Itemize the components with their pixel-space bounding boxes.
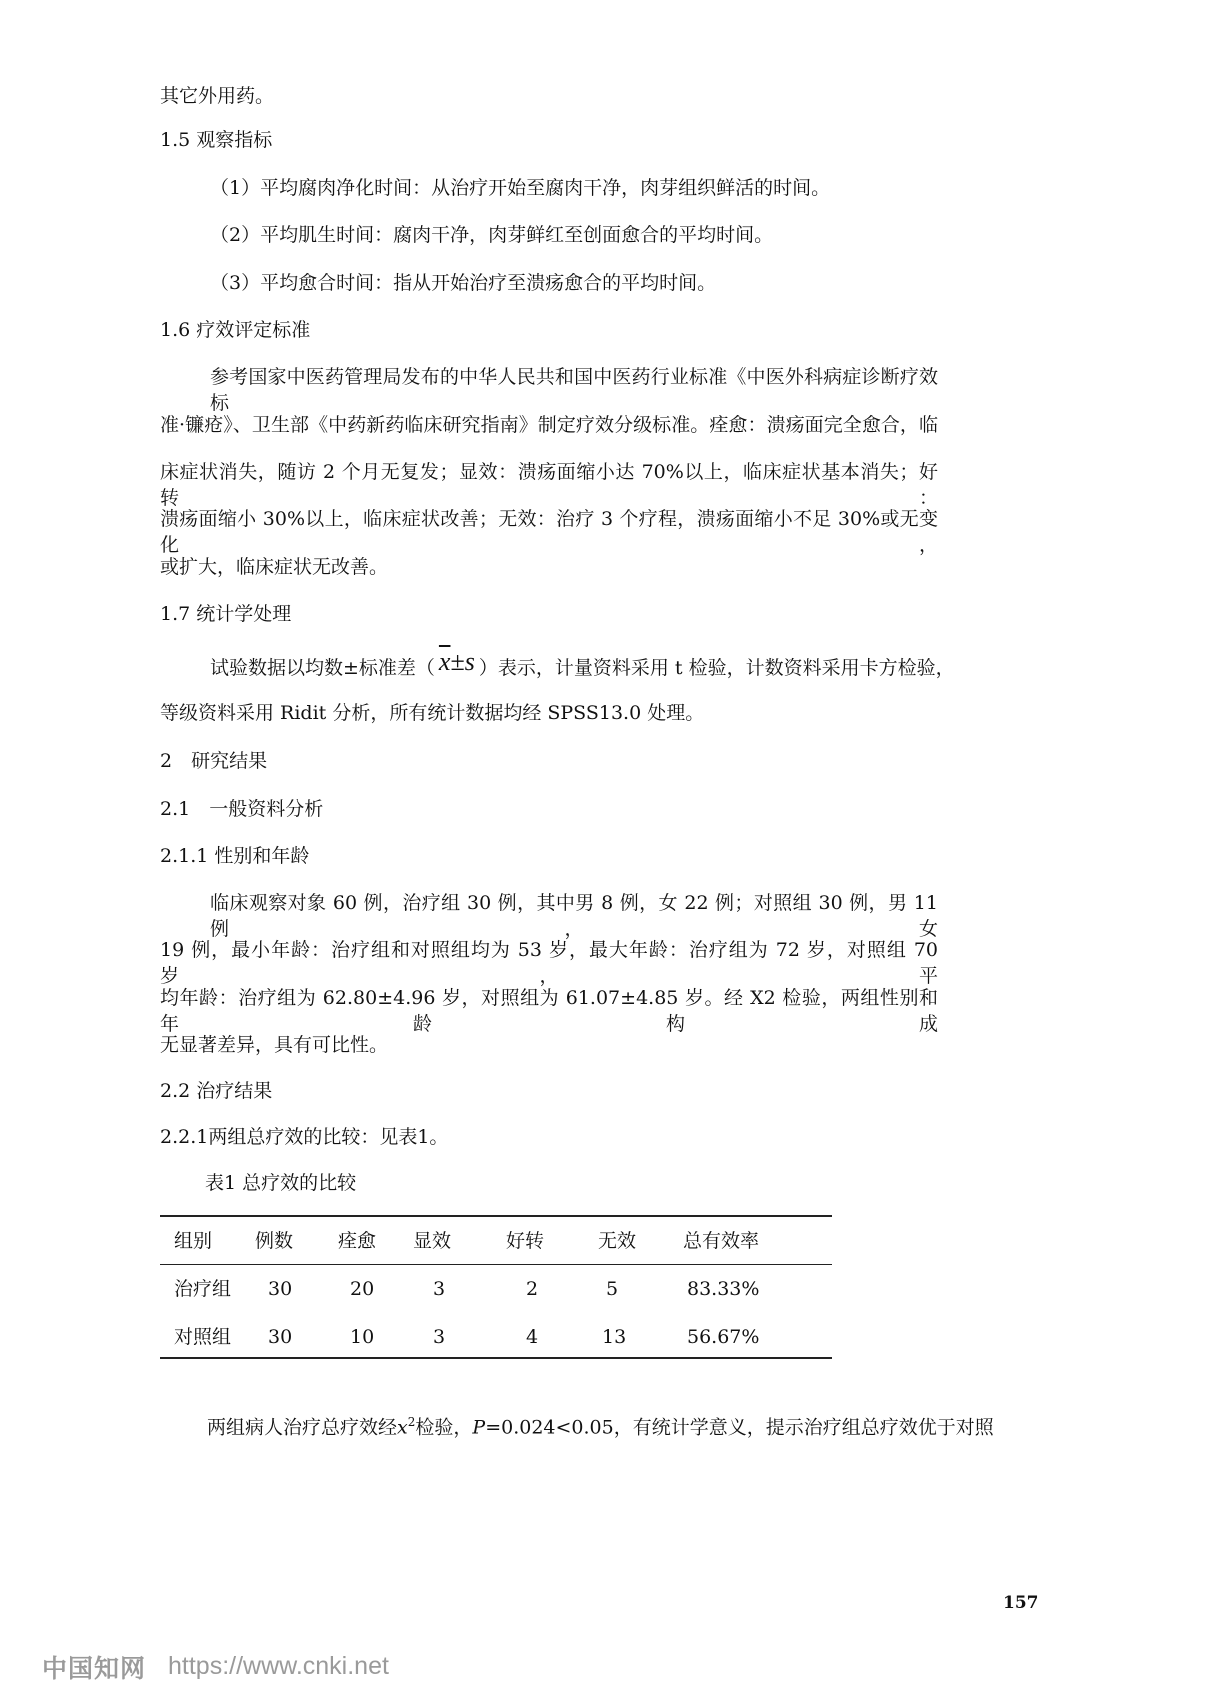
paragraph-text: 试验数据以均数±标准差（ xyxy=(210,657,435,679)
section-heading-1-5: 1.5 观察指标 xyxy=(160,129,273,151)
table-cell: 10 xyxy=(350,1326,375,1348)
paragraph-line: 床症状消失，随访 2 个月无复发；显效：溃疡面缩小达 70%以上，临床症状基本消失；好转： xyxy=(160,461,938,509)
paragraph-text: =0.024<0.05，有统计学意义，提示治疗组总疗效优于对照 xyxy=(485,1416,994,1439)
paragraph-line: 19 例，最小年龄：治疗组和对照组均为 53 岁，最大年龄：治疗组为 72 岁，对照组 70 岁，平 xyxy=(160,939,938,987)
table-cell: 20 xyxy=(350,1278,375,1300)
table-cell: 5 xyxy=(606,1278,619,1300)
list-item-2: （2）平均肌生时间：腐肉干净，肉芽鲜红至创面愈合的平均时间。 xyxy=(210,224,774,246)
table-cell: 3 xyxy=(433,1326,446,1348)
table-header-cell: 总有效率 xyxy=(683,1230,760,1252)
table-cell: 3 xyxy=(433,1278,446,1300)
table-header-cell: 无效 xyxy=(598,1230,637,1252)
table-cell: 治疗组 xyxy=(174,1278,232,1300)
section-heading-2-2-1: 2.2.1两组总疗效的比较：见表1。 xyxy=(160,1126,449,1148)
mean-sd-formula xyxy=(435,647,479,676)
formula-superscript: 2 xyxy=(407,1415,416,1429)
table-cell: 30 xyxy=(268,1326,293,1348)
list-item-1: （1）平均腐肉净化时间：从治疗开始至腐肉干净，肉芽组织鲜活的时间。 xyxy=(210,177,831,199)
cnki-url[interactable]: https://www.cnki.net xyxy=(168,1652,389,1680)
table-header-cell: 例数 xyxy=(255,1230,294,1252)
table-cell: 56.67% xyxy=(687,1326,760,1348)
paragraph-line: 参考国家中医药管理局发布的中华人民共和国中医药行业标准《中医外科病症诊断疗效标 xyxy=(210,366,938,414)
section-heading-1-6: 1.6 疗效评定标准 xyxy=(160,319,311,341)
formula-p: P xyxy=(472,1416,486,1439)
table-cell: 13 xyxy=(602,1326,627,1348)
table-header-cell: 组别 xyxy=(174,1230,213,1252)
table-cell: 2 xyxy=(526,1278,539,1300)
section-heading-2-2: 2.2 治疗结果 xyxy=(160,1080,273,1102)
formula-x-bar: $\overline{x}$ xyxy=(438,647,451,676)
section-heading-2-1: 2.1 一般资料分析 xyxy=(160,798,324,820)
cnki-logo-text: 中国知网 xyxy=(42,1654,147,1683)
table-cell: 30 xyxy=(268,1278,293,1300)
section-heading-2-1-1: 2.1.1 性别和年龄 xyxy=(160,845,310,867)
paragraph-line: 溃疡面缩小 30%以上，临床症状改善；无效：治疗 3 个疗程，溃疡面缩小不足 30%或无变化， xyxy=(160,508,938,556)
formula-x: x xyxy=(397,1416,408,1439)
table-header-cell: 好转 xyxy=(506,1230,545,1252)
table-header-cell: 痊愈 xyxy=(338,1230,377,1252)
paragraph-line: 均年龄：治疗组为 62.80±4.96 岁，对照组为 61.07±4.85 岁。经 X2 检验，两组性别和年龄构成 xyxy=(160,987,938,1035)
table-header-rule xyxy=(160,1264,832,1265)
paragraph-line-with-formula xyxy=(210,647,955,681)
page-number: 157 xyxy=(1003,1593,1039,1613)
table-top-rule xyxy=(160,1215,832,1217)
table-caption: 表1 总疗效的比较 xyxy=(205,1172,357,1194)
formula-plus-minus: ± xyxy=(450,647,465,676)
paragraph-line: 或扩大，临床症状无改善。 xyxy=(160,556,389,578)
paragraph-line-with-formula xyxy=(207,1409,994,1440)
table-cell: 4 xyxy=(526,1326,539,1348)
paragraph-text: 两组病人治疗总疗效经 xyxy=(207,1416,398,1439)
paragraph-line: 等级资料采用 Ridit 分析，所有统计数据均经 SPSS13.0 处理。 xyxy=(160,702,705,724)
paragraph-line: 准·镰疮》、卫生部《中药新药临床研究指南》制定疗效分级标准。痊愈：溃疡面完全愈合，临 xyxy=(160,414,938,436)
paragraph-text: ）表示，计量资料采用 t 检验，计数资料采用卡方检验， xyxy=(478,657,955,679)
section-heading-1-7: 1.7 统计学处理 xyxy=(160,603,292,625)
table-cell: 对照组 xyxy=(174,1326,232,1348)
paragraph-text: 检验， xyxy=(415,1416,473,1439)
section-heading-2: 2 研究结果 xyxy=(160,750,268,772)
paragraph-line: 临床观察对象 60 例，治疗组 30 例，其中男 8 例，女 22 例；对照组 30 例，男 11 例，女 xyxy=(210,892,938,940)
table-bottom-rule xyxy=(160,1357,832,1359)
table-header-cell: 显效 xyxy=(413,1230,452,1252)
table-cell: 83.33% xyxy=(687,1278,760,1300)
text-line-1: 其它外用药。 xyxy=(160,85,275,107)
list-item-3: （3）平均愈合时间：指从开始治疗至溃疡愈合的平均时间。 xyxy=(210,272,717,294)
formula-s: s xyxy=(464,647,475,676)
paragraph-line: 无显著差异，具有可比性。 xyxy=(160,1034,389,1056)
